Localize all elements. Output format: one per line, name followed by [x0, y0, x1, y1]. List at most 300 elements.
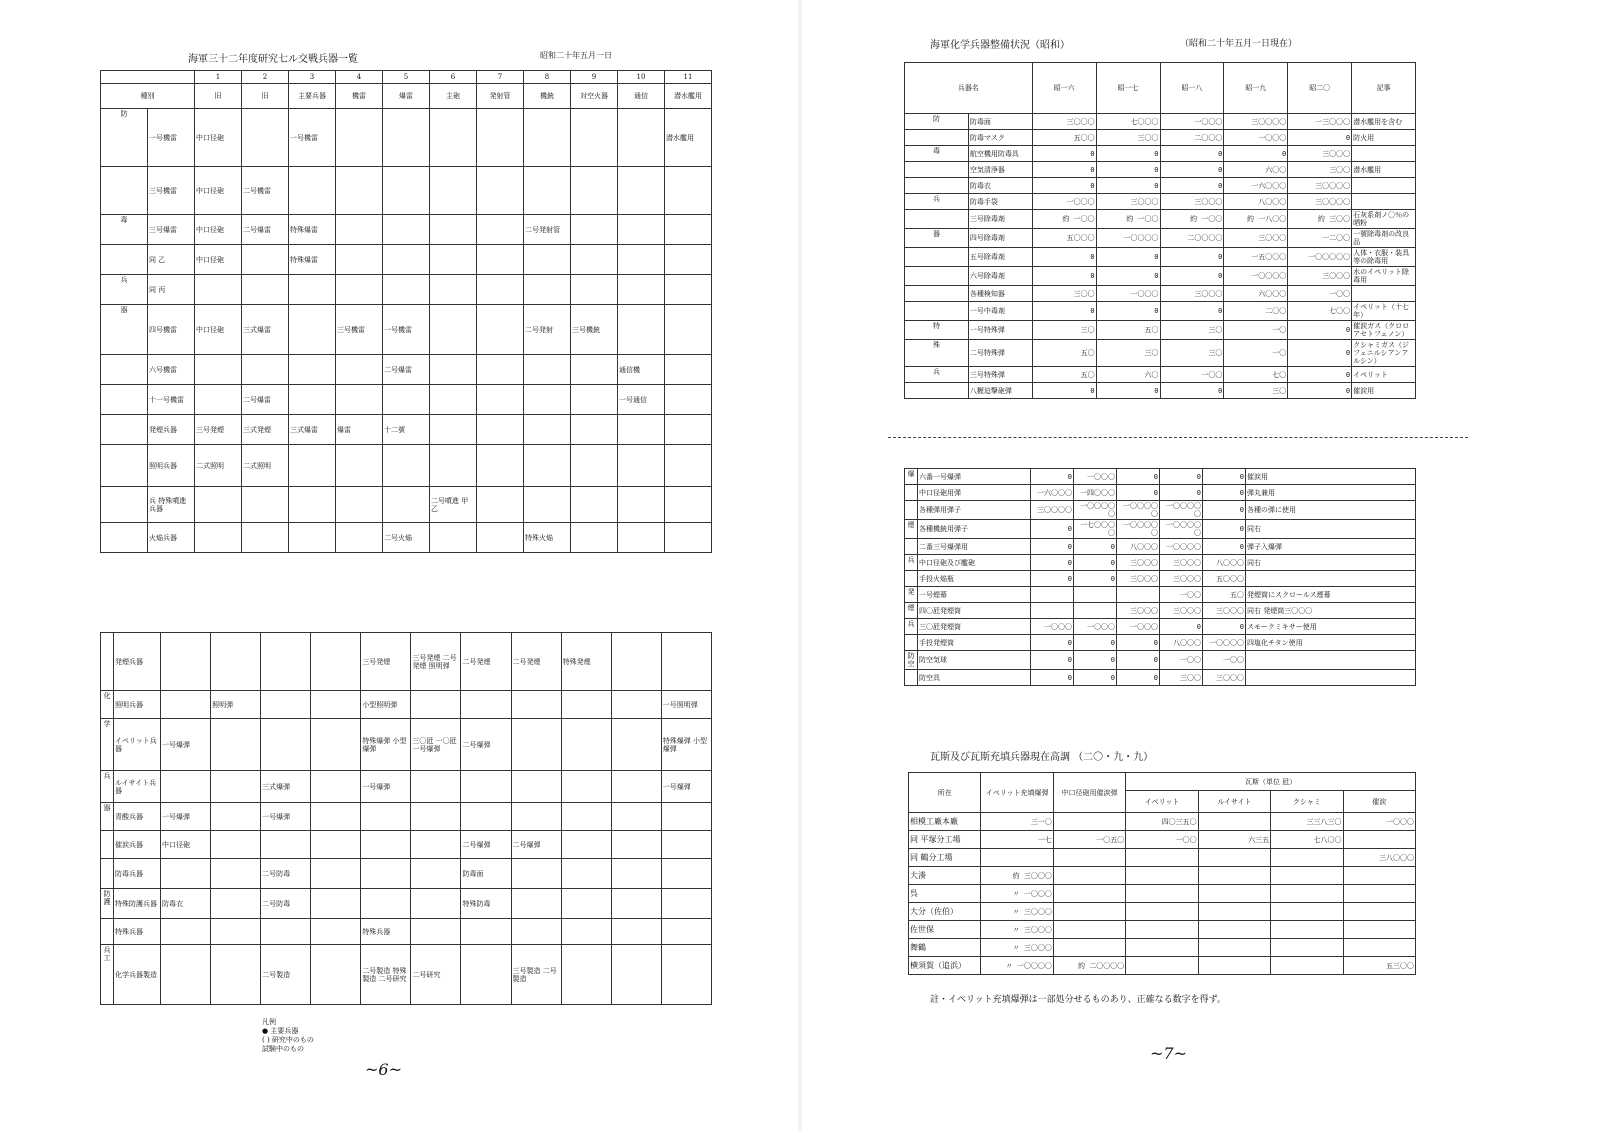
remark-cell: クシャミガス（ジフェニルシアンアルシン） [1352, 340, 1416, 367]
weapon-name: 各種機銃用弾子 [918, 520, 1031, 539]
table-row [905, 162, 1416, 178]
table-cell: 三号製造 二号製造 [511, 945, 561, 1005]
value-cell: 一五〇〇〇 [1224, 248, 1288, 267]
table-row [101, 109, 712, 167]
table-cell [336, 215, 383, 245]
value-cell: 三〇〇〇 [1160, 194, 1224, 210]
table-row [905, 321, 1416, 340]
table-row [905, 302, 1416, 321]
column-heading: 所在 [909, 773, 981, 813]
table-cell [618, 305, 665, 355]
table-row [905, 571, 1416, 587]
table-cell: 二号噴進 甲 乙 [430, 487, 477, 523]
row-group: 器 [101, 305, 148, 355]
value-cell: 0 [1096, 248, 1160, 267]
weapon-name: 四号除毒剤 [968, 229, 1032, 248]
table-cell [383, 445, 430, 487]
gas-stock-table [908, 772, 1416, 975]
row-group: 兵 [101, 275, 148, 305]
table-cell: 二号爆弾 [461, 831, 511, 859]
table-cell [211, 771, 261, 803]
table-row [905, 146, 1416, 162]
table-cell [289, 385, 336, 415]
row-group [905, 210, 969, 229]
value-cell [1198, 849, 1270, 867]
value-cell [1271, 885, 1343, 903]
value-cell: 0 [1031, 520, 1074, 539]
table-cell [665, 305, 712, 355]
value-cell: 三〇 [1160, 340, 1224, 367]
value-cell: 三〇 [1160, 321, 1224, 340]
table-row [909, 939, 1416, 957]
value-cell: 一〇〇〇 [1096, 286, 1160, 302]
remark-cell: 弾子入爆弾 [1246, 539, 1416, 555]
column-heading: ルイサイト [1198, 791, 1270, 813]
value-cell: 一六〇〇〇 [1031, 485, 1074, 501]
table-cell: 一号爆弾 [661, 771, 711, 803]
value-cell: 一四〇〇〇 [1074, 485, 1117, 501]
row-group: 兵 [905, 619, 918, 635]
row-group: 兵 [101, 771, 114, 803]
value-cell: 二〇〇 [1224, 302, 1288, 321]
value-cell [1343, 903, 1415, 921]
right-page [800, 0, 1600, 1131]
value-cell: 0 [1032, 267, 1096, 286]
table-cell [161, 859, 211, 889]
value-cell: 0 [1031, 539, 1074, 555]
table-row [905, 210, 1416, 229]
value-cell [1198, 903, 1270, 921]
table-cell: 特殊火焔 [524, 523, 571, 553]
weapon-name: 防毒手袋 [968, 194, 1032, 210]
table-cell [311, 945, 361, 1005]
table-cell [611, 919, 661, 945]
table-cell [665, 523, 712, 553]
footnote: 註・イペリット充填爆弾は一部処分せるものあり、正確なる数字を得ず。 [930, 995, 1226, 1005]
table-cell [383, 275, 430, 305]
value-cell: 三〇〇〇 [1032, 114, 1096, 130]
table-row [905, 286, 1416, 302]
table-cell [524, 445, 571, 487]
row-group: 防空 [905, 651, 918, 670]
value-cell: 約 一〇〇 [1160, 210, 1224, 229]
table-cell [289, 305, 336, 355]
table-cell [211, 919, 261, 945]
table-cell [524, 487, 571, 523]
value-cell [1074, 587, 1117, 603]
table-cell: 特殊発煙 [561, 633, 611, 691]
value-cell: 一〇〇 [1160, 367, 1224, 383]
table-cell: 二号発煙 [511, 633, 561, 691]
value-cell: 一〇〇 [1203, 651, 1246, 670]
table-cell: 防毒衣 [161, 889, 211, 919]
table-cell [336, 487, 383, 523]
column-number: 10 [618, 71, 665, 84]
place-cell: 舞鶴 [909, 939, 981, 957]
row-group [905, 162, 969, 178]
value-cell: 三〇〇〇〇 [1224, 114, 1288, 130]
weapon-name: 防毒面 [968, 114, 1032, 130]
table-row [101, 803, 712, 831]
table-cell [211, 719, 261, 771]
left-title: 海軍三十二年度研究七ル交戦兵器一覧 [188, 54, 358, 65]
value-cell: 三〇〇 [1032, 286, 1096, 302]
value-cell [1198, 885, 1270, 903]
value-cell: 三〇〇〇 [1096, 194, 1160, 210]
column-heading: 昭二〇 [1288, 63, 1352, 114]
table-cell: 三号発煙 二号発煙 照明弾 [411, 633, 461, 691]
row-group: 防 [905, 114, 969, 130]
remark-cell: 弾丸兼用 [1246, 485, 1416, 501]
table-cell [661, 831, 711, 859]
value-cell: 一〇〇〇〇〇 [1160, 520, 1203, 539]
table-row [905, 130, 1416, 146]
table-cell [571, 523, 618, 553]
table-cell: 中口径砲 [195, 109, 242, 167]
table-row [101, 719, 712, 771]
value-cell: 三〇 [1224, 383, 1288, 399]
row-label: 六号機雷 [148, 355, 195, 385]
table-row [905, 469, 1416, 485]
value-cell: 一〇〇〇〇 [1224, 267, 1288, 286]
column-heading: 兵器名 [905, 63, 1033, 114]
column-heading: 旧 [242, 84, 289, 109]
value-cell: 0 [1074, 635, 1117, 651]
table-cell [311, 919, 361, 945]
value-cell: 六〇 [1096, 367, 1160, 383]
table-row [909, 885, 1416, 903]
table-cell: 三式爆雷 [289, 415, 336, 445]
remark-cell: 四塩化チタン使用 [1246, 635, 1416, 651]
table-cell [161, 919, 211, 945]
table-cell: 一号爆弾 [161, 803, 211, 831]
subheader-row [101, 84, 712, 109]
value-cell: 0 [1032, 383, 1096, 399]
value-cell: 0 [1074, 670, 1117, 686]
table-cell [661, 859, 711, 889]
table-row [905, 520, 1416, 539]
column-number: 4 [336, 71, 383, 84]
weapon-name: 防空気球 [918, 651, 1031, 670]
weapon-name: 八糎迫撃砲弾 [968, 383, 1032, 399]
table-row [905, 248, 1416, 267]
table-row [905, 501, 1416, 520]
value-cell: 六〇〇 [1224, 162, 1288, 178]
remark-cell: 同右 [1246, 555, 1416, 571]
table-row [101, 415, 712, 445]
table-cell [336, 355, 383, 385]
value-cell: 一〇〇〇〇〇 [1117, 501, 1160, 520]
table-cell [477, 245, 524, 275]
weapon-name: 中口径砲用弾 [918, 485, 1031, 501]
value-cell: 0 [1031, 651, 1074, 670]
value-cell: 〃 三〇〇〇 [981, 921, 1053, 939]
value-cell: 0 [1096, 267, 1160, 286]
row-label: 発煙兵器 [148, 415, 195, 445]
value-cell: 三〇〇〇 [1203, 670, 1246, 686]
row-label: 催涙兵器 [114, 831, 161, 859]
table-cell: 二号火焔 [383, 523, 430, 553]
remark-cell [1352, 146, 1416, 162]
value-cell: 一〇 [1224, 340, 1288, 367]
value-cell: 三〇〇〇〇 [1031, 501, 1074, 520]
table-cell [511, 803, 561, 831]
row-group: 特 [905, 321, 969, 340]
row-label: 特殊防護兵器 [114, 889, 161, 919]
table-cell [618, 445, 665, 487]
column-heading: 中口径砲用催涙弾 [1053, 773, 1125, 813]
table-cell [311, 889, 361, 919]
table-row [101, 275, 712, 305]
table-cell [383, 385, 430, 415]
table-cell [361, 831, 411, 859]
table-cell: 二号爆雷 [242, 385, 289, 415]
value-cell: 0 [1031, 555, 1074, 571]
value-cell: 一〇〇〇〇 [1160, 539, 1203, 555]
value-cell: 八〇〇〇 [1117, 539, 1160, 555]
remark-cell: 発煙筒にスクロールス煙幕 [1246, 587, 1416, 603]
remark-cell: 催涙用 [1246, 469, 1416, 485]
value-cell: 0 [1074, 555, 1117, 571]
value-cell: 一〇〇〇〇〇 [1117, 520, 1160, 539]
table-row [101, 859, 712, 889]
table-cell: 爆雷 [336, 415, 383, 445]
value-cell: 0 [1032, 162, 1096, 178]
column-heading: 機雷 [336, 84, 383, 109]
row-group: 化 [101, 691, 114, 719]
value-cell: 約 一八〇〇 [1224, 210, 1288, 229]
value-cell: 一〇〇〇〇〇 [1288, 248, 1352, 267]
table-cell: 一号機雷 [289, 109, 336, 167]
table-cell [430, 215, 477, 245]
value-cell [1053, 849, 1125, 867]
table-cell [618, 487, 665, 523]
table-cell: 二式照明 [195, 445, 242, 487]
table-row [909, 813, 1416, 831]
column-heading: イペリット [1126, 791, 1198, 813]
table-cell [195, 355, 242, 385]
value-cell: 0 [1288, 340, 1352, 367]
table-cell: 二号発煙 [461, 633, 511, 691]
value-cell: 一〇〇〇 [1117, 619, 1160, 635]
remark-cell: 潜水艦用を含む [1352, 114, 1416, 130]
value-cell: 一七〇〇〇〇 [1074, 520, 1117, 539]
value-cell: 一〇〇〇 [1074, 619, 1117, 635]
value-cell: 0 [1160, 267, 1224, 286]
table-row [905, 485, 1416, 501]
table-cell [477, 523, 524, 553]
table-cell [411, 831, 461, 859]
table-cell: 二号製造 [261, 945, 311, 1005]
row-group: 兵 [905, 367, 969, 383]
value-cell [1198, 813, 1270, 831]
row-label: 防毒兵器 [114, 859, 161, 889]
value-cell: 0 [1032, 302, 1096, 321]
value-cell: 七〇〇〇 [1096, 114, 1160, 130]
value-cell [1343, 831, 1415, 849]
table-cell: 二号製造 特殊製造 二号研究 [361, 945, 411, 1005]
value-cell: 0 [1160, 146, 1224, 162]
table-row [905, 383, 1416, 399]
table-row [101, 523, 712, 553]
value-cell: 0 [1096, 146, 1160, 162]
value-cell: 一〇〇〇 [1343, 813, 1415, 831]
table-cell [665, 167, 712, 215]
row-group [905, 571, 918, 587]
remark-cell [1352, 194, 1416, 210]
table-cell [571, 275, 618, 305]
table-cell: 一号機雷 [383, 305, 430, 355]
value-cell: 〃 一〇〇〇 [981, 885, 1053, 903]
value-cell: 五〇 [1203, 587, 1246, 603]
value-cell [1271, 921, 1343, 939]
column-heading: 爆雷 [383, 84, 430, 109]
table-cell [477, 355, 524, 385]
table-cell: 中口径砲 [195, 215, 242, 245]
value-cell [1271, 903, 1343, 921]
table-cell [561, 803, 611, 831]
table-cell [430, 415, 477, 445]
table-row [909, 957, 1416, 975]
table-row [905, 114, 1416, 130]
table-cell [311, 803, 361, 831]
weapon-name: 各種検知器 [968, 286, 1032, 302]
row-label: 一号機雷 [148, 109, 195, 167]
table-cell: 中口径砲 [195, 167, 242, 215]
table-cell [411, 803, 461, 831]
value-cell: 一〇〇〇 [1032, 194, 1096, 210]
value-cell: 0 [1031, 469, 1074, 485]
value-cell [1074, 603, 1117, 619]
value-cell [1271, 867, 1343, 885]
row-group: 防護 [101, 889, 114, 919]
value-cell: 0 [1160, 485, 1203, 501]
row-group: 器 [905, 229, 969, 248]
column-group-heading: 瓦斯（単位 瓩） [1126, 773, 1416, 791]
table-row [905, 178, 1416, 194]
value-cell: 0 [1203, 619, 1246, 635]
table-cell [665, 355, 712, 385]
table-cell [561, 919, 611, 945]
column-number: 11 [665, 71, 712, 84]
value-cell: 0 [1203, 539, 1246, 555]
table-cell [361, 889, 411, 919]
value-cell [1271, 957, 1343, 975]
value-cell: 三〇〇〇 [1117, 555, 1160, 571]
table-cell [618, 109, 665, 167]
row-group [101, 831, 114, 859]
weapon-name: 中口径砲及び艦砲 [918, 555, 1031, 571]
table-cell [361, 859, 411, 889]
table-cell [524, 245, 571, 275]
table-cell: 特殊爆雷 [289, 245, 336, 275]
remark-cell: 石灰系剤ノ〇％の晒粉 [1352, 210, 1416, 229]
value-cell: 0 [1288, 321, 1352, 340]
table-cell [383, 215, 430, 245]
table-cell: 特殊兵器 [361, 919, 411, 945]
table-cell [383, 167, 430, 215]
smoke-weapons-table [904, 468, 1416, 686]
table-cell [561, 945, 611, 1005]
value-cell: 五三〇〇 [1343, 957, 1415, 975]
table-row [905, 340, 1416, 367]
remark-cell [1246, 651, 1416, 670]
value-cell [1053, 921, 1125, 939]
table-cell [661, 803, 711, 831]
table-cell [524, 415, 571, 445]
value-cell [1343, 921, 1415, 939]
legend-item: ( ) 研究中のもの [262, 1036, 314, 1044]
legend-label: 凡例 [262, 1018, 276, 1026]
table-cell [411, 691, 461, 719]
value-cell: 八〇〇〇 [1203, 555, 1246, 571]
row-label: 照明兵器 [114, 691, 161, 719]
row-group [905, 635, 918, 651]
value-cell: 0 [1031, 635, 1074, 651]
table-cell [261, 919, 311, 945]
column-number [101, 71, 195, 84]
remark-cell [1352, 286, 1416, 302]
value-cell: 三〇〇〇 [1224, 229, 1288, 248]
table-row [101, 445, 712, 487]
table-cell [618, 415, 665, 445]
table-cell [242, 245, 289, 275]
table-row [905, 619, 1416, 635]
value-cell: 0 [1032, 146, 1096, 162]
remark-cell: イペリット [1352, 367, 1416, 383]
place-cell: 横須賀（追浜） [909, 957, 981, 975]
table-cell [211, 633, 261, 691]
weapon-name: 防毒マスク [968, 130, 1032, 146]
value-cell: 一〇 [1224, 321, 1288, 340]
column-heading: 催涙 [1343, 791, 1415, 813]
table-cell [461, 771, 511, 803]
table-row [905, 635, 1416, 651]
row-group: 煙 [905, 603, 918, 619]
table-cell [261, 719, 311, 771]
table-cell: 三号機銃 [571, 305, 618, 355]
value-cell: 0 [1096, 178, 1160, 194]
table-row [905, 587, 1416, 603]
value-cell [1198, 921, 1270, 939]
table-row [905, 603, 1416, 619]
value-cell: 五〇 [1096, 321, 1160, 340]
table-row [101, 831, 712, 859]
column-heading: 主要兵器 [289, 84, 336, 109]
maintenance-table [904, 62, 1416, 399]
value-cell: 四〇三五〇 [1126, 813, 1198, 831]
weapons-table-bottom [100, 632, 712, 1005]
table-cell [336, 109, 383, 167]
weapon-name: 二号特殊弾 [968, 340, 1032, 367]
table-cell [511, 859, 561, 889]
table-cell [361, 803, 411, 831]
legend-item: 試験中のもの [262, 1045, 304, 1053]
table-cell [571, 355, 618, 385]
table-cell [461, 919, 511, 945]
table-cell [161, 691, 211, 719]
value-cell: 三〇〇 [1160, 670, 1203, 686]
table-cell [211, 831, 261, 859]
row-group: 防 [101, 109, 148, 167]
value-cell: 二〇〇〇 [1160, 130, 1224, 146]
value-cell: 0 [1117, 485, 1160, 501]
table-cell [430, 355, 477, 385]
row-group: 学 [101, 719, 114, 771]
weapon-name: 防毒衣 [968, 178, 1032, 194]
table-cell [665, 445, 712, 487]
table-row [909, 867, 1416, 885]
